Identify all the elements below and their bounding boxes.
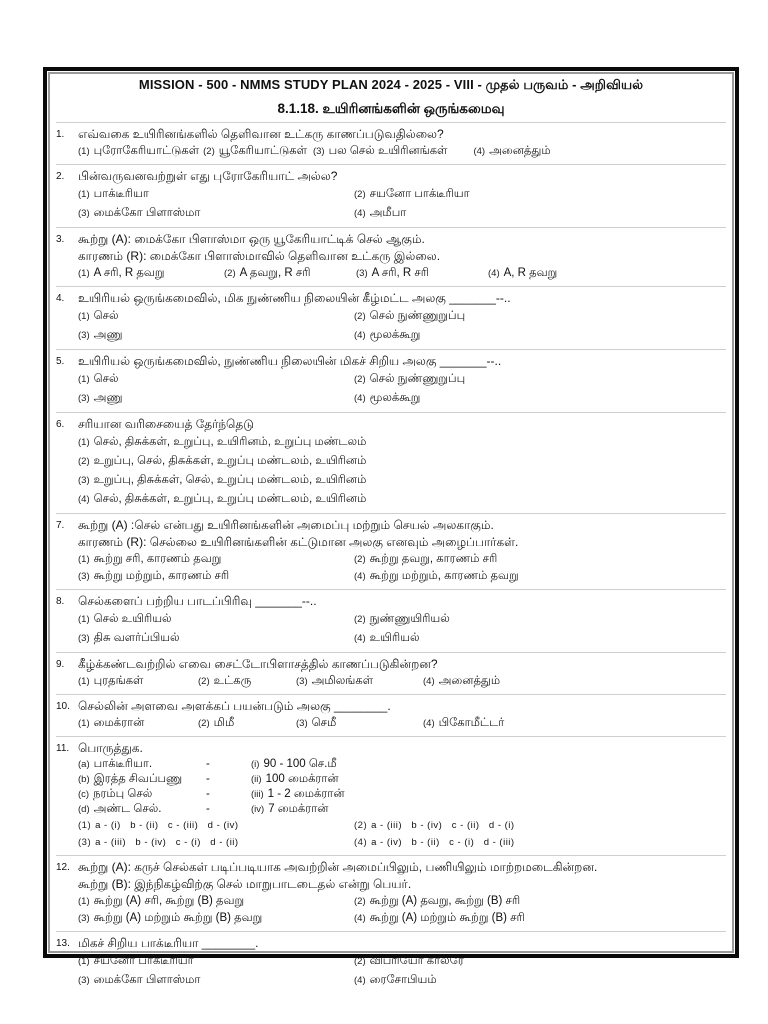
question-3: [56, 227, 726, 286]
option-1[interactable]: (1) கூற்று (A) சரி, கூற்று (B) தவறு: [78, 895, 245, 907]
question-text: பொருத்துக.: [78, 741, 143, 755]
question-number: 3.: [56, 234, 65, 245]
option-4[interactable]: (4) கூற்று மற்றும், காரணம் தவறு: [354, 570, 519, 582]
match-row-b: (b) இரத்த சிவப்பணு - (ii) 100 மைக்ரான்: [78, 773, 339, 785]
options-row: [78, 893, 726, 910]
options-row: [78, 326, 726, 345]
question-5: [56, 349, 726, 412]
options-row: [78, 834, 726, 851]
question-number: 7.: [56, 520, 65, 531]
option-1[interactable]: (1) செல், திசுக்கள், உறுப்பு, உயிரினம், உறுப்பு மண்டலம்: [78, 436, 367, 448]
option-3[interactable]: (3) கூற்று (A) மற்றும் கூற்று (B) தவறு: [78, 912, 263, 924]
option-3[interactable]: (3) மைக்கோ பிளாஸ்மா: [78, 974, 201, 986]
option-2[interactable]: (2) செல் நுண்ணுறுப்பு: [354, 310, 466, 322]
question-number: 11.: [56, 743, 70, 754]
option-2[interactable]: (2) நுண்ணுயிரியல்: [354, 613, 450, 625]
option-4[interactable]: (4) பிகோமீட்டர்: [423, 717, 505, 729]
option-3[interactable]: (3) மைக்கோ பிளாஸ்மா: [78, 207, 201, 219]
question-number: 4.: [56, 293, 65, 304]
page-frame: [43, 67, 739, 986]
option-4[interactable]: (4) உயிரியல்: [354, 632, 420, 644]
option-1[interactable]: (1) கூற்று சரி, காரணம் தவறு: [78, 553, 222, 565]
match-row-c: (c) நரம்பு செல் - (iii) 1 - 2 மைக்ரான்: [78, 788, 345, 800]
question-number: 12.: [56, 862, 70, 873]
option-1[interactable]: (1) புரோகேரியாட்டுகள்: [78, 145, 200, 157]
option-1[interactable]: (1) மைக்ரான்: [78, 717, 145, 729]
question-8: [56, 589, 726, 652]
question-13: [56, 931, 726, 994]
chapter-subtitle: 8.1.18. உயிரினங்களின் ஒருங்கமைவு: [277, 101, 505, 116]
question-12: [56, 855, 726, 931]
option-1[interactable]: (1) a - (i) b - (ii) c - (iii) d - (iv): [78, 820, 239, 831]
option-4[interactable]: (4) அமீபா: [354, 207, 407, 219]
options-row: [78, 817, 726, 834]
question-text: செல்களைப் பற்றிய பாடப்பிரிவு _______--..: [78, 594, 317, 608]
option-3[interactable]: (3) அணு: [78, 392, 123, 404]
option-2[interactable]: (2) உறுப்பு, செல், திசுக்கள், உறுப்பு மண்டலம், உயிரினம்: [78, 455, 367, 467]
question-number: 8.: [56, 596, 65, 607]
document-title: MISSION - 500 - NMMS STUDY PLAN 2024 - 2025 - VIII - முதல் பருவம் - அறிவியல்: [138, 77, 644, 92]
option-2[interactable]: (2) மிமீ: [198, 717, 235, 729]
option-2[interactable]: (2) யூகேரியாட்டுகள்: [203, 145, 307, 157]
question-text: சரியான வரிசையைத் தேர்ந்தெடு: [78, 417, 254, 431]
question-number: 5.: [56, 356, 65, 367]
option-4[interactable]: (4) அனைத்தும்: [473, 145, 551, 157]
option-3[interactable]: (3) கூற்று மற்றும், காரணம் சரி: [78, 570, 230, 582]
options-row: [78, 143, 726, 160]
question-text: கூற்று (A): மைக்கோ பிளாஸ்மா ஒரு யூகேரியாட்டிக் செல் ஆகும்.: [78, 232, 425, 246]
options-row: [78, 185, 726, 204]
option-2[interactable]: (2) கூற்று (A) தவறு, கூற்று (B) சரி: [354, 895, 521, 907]
option-4[interactable]: (4) மூலக்கூறு: [354, 392, 421, 404]
option-2[interactable]: (2) a - (iii) b - (iv) c - (ii) d - (i): [354, 820, 515, 831]
question-1: [56, 122, 726, 164]
question-text: எவ்வகை உயிரினங்களில் தெளிவான உட்கரு காணப்படுவதில்லை?: [78, 127, 444, 141]
options-row: [78, 370, 726, 389]
question-number: 10.: [56, 701, 70, 712]
option-2[interactable]: (2) விப்ரியோ காலரே: [354, 955, 464, 967]
question-number: 2.: [56, 171, 65, 182]
worksheet-content: [56, 74, 726, 994]
question-reason: காரணம் (R): செல்லை உயிரினங்களின் கட்டுமான அலகு எனவும் அழைப்பார்கள்.: [78, 535, 519, 549]
options-row: [78, 910, 726, 927]
option-3[interactable]: (3) பல செல் உயிரினங்கள்: [312, 145, 448, 157]
options-row: [78, 568, 726, 585]
question-number: 9.: [56, 659, 65, 670]
options-row: [78, 389, 726, 408]
option-1[interactable]: (1) பாக்டீரியா: [78, 188, 149, 200]
question-text: உயிரியல் ஒருங்கமைவில், மிக நுண்ணிய நிலையின் கீழ்மட்ட அலகு _______--..: [78, 291, 511, 305]
question-number: 1.: [56, 129, 65, 140]
question-7: [56, 513, 726, 589]
question-text: பின்வருவனவற்றுள் எது புரோகேரியாட் அல்ல?: [78, 169, 338, 183]
option-4[interactable]: (4) A, R தவறு: [488, 267, 558, 279]
question-2: [56, 164, 726, 227]
option-3[interactable]: (3) செமீ: [296, 717, 337, 729]
option-2[interactable]: (2) கூற்று தவறு, காரணம் சரி: [354, 553, 498, 565]
option-1[interactable]: (1) A சரி, R தவறு: [78, 267, 165, 279]
question-text: செல்லின் அளவை அளக்கப் பயன்படும் அலகு ________.: [78, 699, 391, 713]
option-1[interactable]: (1) செல் உயிரியல்: [78, 613, 172, 625]
question-statement-b: கூற்று (B): இந்நிகழ்விற்கு செல் மாறுபாடடைதல் என்று பெயர்.: [78, 877, 412, 891]
option-3[interactable]: (3) அணு: [78, 329, 123, 341]
option-4[interactable]: (4) கூற்று (A) மற்றும் கூற்று (B) சரி: [354, 912, 525, 924]
question-number: 13.: [56, 938, 70, 949]
options-row: [78, 971, 726, 990]
options-row: [78, 204, 726, 223]
question-reason: காரணம் (R): மைக்கோ பிளாஸ்மாவில் தெளிவான உட்கரு இல்லை.: [78, 249, 441, 263]
question-text: கூற்று (A): கருச் செல்கள் படிப்படியாக அவற்றின் அமைப்பிலும், பணியிலும் மாற்றமடைகின்றன.: [78, 860, 598, 874]
question-text: கூற்று (A) :செல் என்பது உயிரினங்களின் அமைப்பு மற்றும் செயல் அலகாகும்.: [78, 518, 494, 532]
question-number: 6.: [56, 419, 65, 430]
options-row: [78, 307, 726, 326]
question-11: [56, 736, 726, 855]
question-9: [56, 652, 726, 694]
option-2[interactable]: (2) உட்கரு: [198, 675, 252, 687]
options-row: [78, 715, 726, 732]
option-2[interactable]: (2) A தவறு, R சரி: [224, 267, 311, 279]
options-row: [78, 551, 726, 568]
option-1[interactable]: (1) புரதங்கள்: [78, 675, 144, 687]
option-2[interactable]: (2) செல் நுண்ணுறுப்பு: [354, 373, 466, 385]
option-4[interactable]: (4) அனைத்தும்: [423, 675, 501, 687]
options-row: [78, 673, 726, 690]
option-3[interactable]: (3) A சரி, R சரி: [356, 267, 430, 279]
match-row-d: (d) அண்ட செல். - (iv) 7 மைக்ரான்: [78, 803, 329, 815]
question-10: [56, 694, 726, 736]
option-1[interactable]: (1) செல்: [78, 373, 119, 385]
option-1[interactable]: (1) சயனோ பாக்டீரியா: [78, 955, 194, 967]
match-row-a: (a) பாக்டீரியா. - (i) 90 - 100 செ.மீ: [78, 758, 337, 770]
option-3[interactable]: (3) உறுப்பு, திசுக்கள், செல், உறுப்பு மண்டலம், உயிரினம்: [78, 474, 367, 486]
option-3[interactable]: (3) a - (iii) b - (iv) c - (i) d - (ii): [78, 837, 239, 848]
question-4: [56, 286, 726, 349]
question-text: மிகச் சிறிய பாக்டீரியா ________.: [78, 936, 259, 950]
option-4[interactable]: (4) ரைசோபியம்: [354, 974, 437, 986]
option-4[interactable]: (4) a - (iv) b - (ii) c - (i) d - (iii): [354, 837, 515, 848]
question-text: கீழ்க்கண்டவற்றில் எவை சைட்டோபிளாசத்தில் காணப்படுகின்றன?: [78, 657, 438, 671]
options-row: [78, 610, 726, 629]
match-table: [56, 757, 726, 817]
option-4[interactable]: (4) மூலக்கூறு: [354, 329, 421, 341]
options-row: [78, 265, 726, 282]
option-3[interactable]: (3) திசு வளர்ப்பியல்: [78, 632, 180, 644]
options-row: [78, 952, 726, 971]
option-4[interactable]: (4) செல், திசுக்கள், உறுப்பு, உறுப்பு மண்டலம், உயிரினம்: [78, 493, 367, 505]
option-2[interactable]: (2) சயனோ பாக்டீரியா: [354, 188, 470, 200]
option-3[interactable]: (3) அமிலங்கள்: [296, 675, 374, 687]
options-row: [78, 629, 726, 648]
question-6: [56, 412, 726, 513]
option-1[interactable]: (1) செல்: [78, 310, 119, 322]
question-text: உயிரியல் ஒருங்கமைவில், நுண்ணிய நிலையின் மிகச் சிறிய அலகு _______--..: [78, 354, 502, 368]
